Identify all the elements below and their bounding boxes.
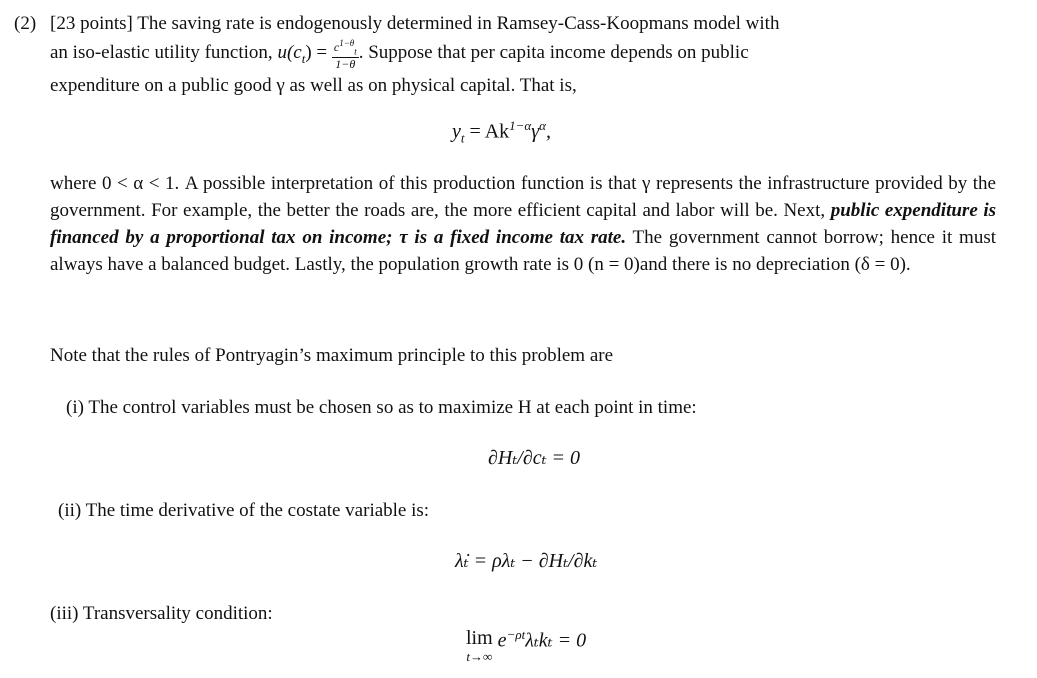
- utility-fraction: [332, 37, 359, 70]
- rule-2-label: (ii) The time derivative of the costate variable is:: [58, 500, 430, 521]
- frac-numerator: c: [333, 40, 340, 54]
- intro-line-2b: . Suppose that per capita income depends on public: [358, 42, 749, 64]
- problem-intro: [50, 10, 996, 99]
- rule-3-exp: −ρt: [506, 627, 526, 642]
- frac-num-sup: 1−θ: [339, 38, 355, 48]
- pontryagin-note: Note that the rules of Pontryagin’s maximum principle to this problem are: [50, 345, 614, 366]
- limit-operator: [466, 627, 493, 664]
- eq-gamma-exp: α: [539, 118, 546, 133]
- limit-text: lim: [466, 627, 493, 649]
- eq-k-exp: 1−α: [509, 118, 532, 133]
- para2-emphasis: public expenditure is financed by a proportional tax on income; τ is a fixed income tax rate.: [50, 200, 996, 248]
- paragraph-assumptions: [50, 170, 996, 278]
- intro-line-2a: an iso-elastic utility function,: [50, 42, 278, 64]
- eq-y: y: [452, 120, 461, 143]
- rule-3-rest: λₜkₜ = 0: [525, 629, 587, 652]
- intro-line-1: [23 points] The saving rate is endogenously determined in Ramsey-Cass-Koopmans model with: [50, 13, 780, 34]
- frac-num-sub: t: [354, 46, 357, 57]
- utility-lhs: u(c: [277, 42, 302, 64]
- frac-denominator: 1−θ: [335, 57, 356, 72]
- limit-under: t→∞: [466, 649, 493, 664]
- eq-gamma: γ: [531, 120, 540, 143]
- rule-1-equation: ∂Hₜ/∂cₜ = 0: [488, 447, 581, 469]
- eq-ak: = Ak: [464, 120, 510, 143]
- problem-number: (2): [14, 13, 37, 34]
- para2-text-1: where 0 < α < 1. A possible interpretation of this production function is that γ represents the infrastructure provided by the government. For example, the better the roads are, the more efficient capital and labor will be. Next,: [50, 173, 996, 221]
- rule-3-equation: [466, 627, 586, 664]
- eq-tail: ,: [545, 120, 551, 143]
- rule-3-label: (iii) Transversality condition:: [50, 603, 273, 624]
- intro-line-3: expenditure on a public good γ as well as on physical capital. That is,: [50, 74, 577, 96]
- utility-sub: t: [301, 50, 306, 66]
- rule-1-label: (i) The control variables must be chosen so as to maximize H at each point in time:: [66, 397, 697, 418]
- para2-text-2: The government cannot borrow; hence it must always have a balanced budget. Lastly, the population growth rate is 0 (n = 0)and there is no depreciation (δ = 0).: [50, 227, 996, 275]
- production-equation: [452, 118, 551, 147]
- eq-y-sub: t: [460, 130, 465, 146]
- utility-rhs: ) =: [305, 42, 328, 64]
- rule-3-exp-base: e: [492, 629, 507, 652]
- rule-2-equation: λ̇ₜ = ρλₜ − ∂Hₜ/∂kₜ: [455, 550, 598, 572]
